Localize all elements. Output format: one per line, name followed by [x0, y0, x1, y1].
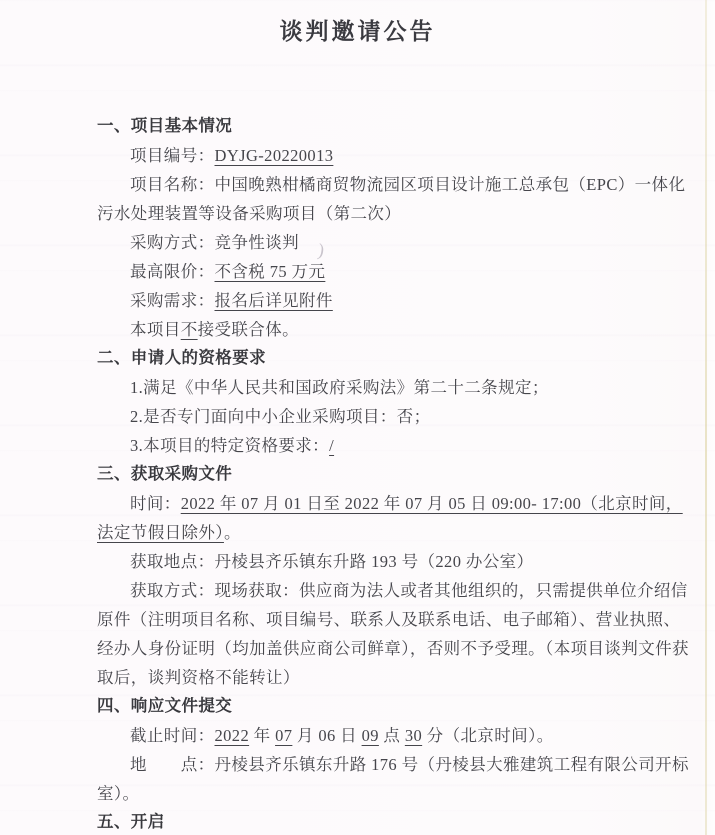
text-segment: 1.满足《中华人民共和国政府采购法》第二十二条规定；: [130, 378, 549, 397]
underlined-text: 07: [275, 726, 293, 745]
document-line: [97, 431, 645, 460]
text-segment: 2.是否专门面向中小企业采购项目：否；: [130, 407, 431, 426]
section-heading: [97, 808, 645, 835]
scan-artifact-mark: ): [316, 239, 326, 261]
document-line: [97, 489, 683, 518]
text-segment: 时间：: [130, 494, 181, 513]
text-segment: 一、项目基本情况: [97, 117, 233, 135]
text-segment: 采购方式：竞争性谈判: [130, 233, 299, 252]
section-heading: [97, 692, 645, 721]
text-segment: 污水处理装置等设备采购项目（第二次）: [97, 204, 402, 223]
document-line: [97, 779, 645, 808]
document-line: [97, 750, 689, 779]
underlined-text: /: [329, 436, 335, 455]
document-line: [97, 721, 645, 750]
document-line: [97, 402, 645, 431]
document-line: [97, 605, 681, 634]
text-segment: 原件（注明项目名称、项目编号、联系人及联系电话、电子邮箱）、营业执照、: [97, 610, 681, 629]
section-heading: [97, 460, 645, 489]
underlined-text: 2022 年 07 月 01 日至 2022 年 07 月 05 日 09:00- 17:00（北京时间，: [180, 494, 683, 513]
text-segment: 三、获取采购文件: [97, 465, 233, 483]
underlined-text: 法定节假日除外）: [97, 523, 224, 542]
underlined-text: 09: [361, 726, 379, 745]
text-segment: 二、申请人的资格要求: [97, 349, 266, 367]
document-line: [97, 257, 645, 286]
underlined-text: 报名后详见附件: [214, 291, 333, 310]
text-segment: 四、响应文件提交: [97, 697, 233, 715]
document-line: [97, 634, 689, 663]
page-edge-line: [705, 0, 707, 835]
text-segment: 截止时间：: [130, 726, 215, 745]
underlined-text: 2022: [214, 726, 250, 745]
text-segment: 五、开启: [97, 813, 165, 831]
document-line: [97, 141, 645, 170]
text-segment: 年: [249, 726, 276, 745]
text-segment: 获取方式：现场获取：供应商为法人或者其他组织的，只需提供单位介绍信: [130, 581, 688, 600]
text-segment: 3.本项目的特定资格要求：: [130, 436, 330, 455]
underlined-text: DYJG-20220013: [214, 146, 334, 165]
document-line: [97, 286, 645, 315]
text-segment: 本项目: [130, 320, 181, 339]
document-line: [97, 228, 645, 257]
text-segment: 。: [223, 523, 241, 542]
document-line: [97, 518, 645, 547]
text-segment: 项目名称：中国晚熟柑橘商贸物流园区项目设计施工总承包（EPC）一体化: [130, 175, 686, 194]
text-segment: 经办人身份证明（均加盖供应商公司鲜章），否则不予受理。（本项目谈判文件获: [97, 639, 689, 658]
text-segment: 采购需求：: [130, 291, 215, 310]
section-heading: [97, 344, 645, 373]
underlined-text: 不含税 75 万元: [214, 262, 326, 281]
document-line: [97, 199, 645, 228]
text-segment: 取后，谈判资格不能转让）: [97, 668, 300, 687]
text-segment: 室）。: [97, 784, 140, 803]
document-line: [97, 663, 645, 692]
underlined-text: 30: [404, 726, 423, 745]
text-segment: 月 06 日: [292, 726, 362, 745]
document-body: [97, 112, 689, 835]
text-segment: 获取地点：丹棱县齐乐镇东升路 193 号（220 办公室）: [130, 552, 534, 571]
document-title: 谈判邀请公告: [279, 18, 436, 44]
document-line: [97, 373, 645, 402]
document-line: [97, 576, 688, 605]
document-line: [97, 170, 686, 199]
underlined-text: 不: [180, 320, 198, 339]
text-segment: 地 点：丹棱县齐乐镇东升路 176 号（丹棱县大雅建筑工程有限公司开标: [130, 755, 689, 774]
document-line: [97, 315, 645, 344]
text-segment: 最高限价：: [130, 262, 215, 281]
section-heading: [97, 112, 645, 141]
text-segment: 接受联合体。: [197, 320, 300, 339]
text-segment: 项目编号：: [130, 146, 215, 165]
document-line: [97, 547, 645, 576]
text-segment: 点: [378, 726, 405, 745]
text-segment: 分（北京时间）。: [422, 726, 554, 745]
